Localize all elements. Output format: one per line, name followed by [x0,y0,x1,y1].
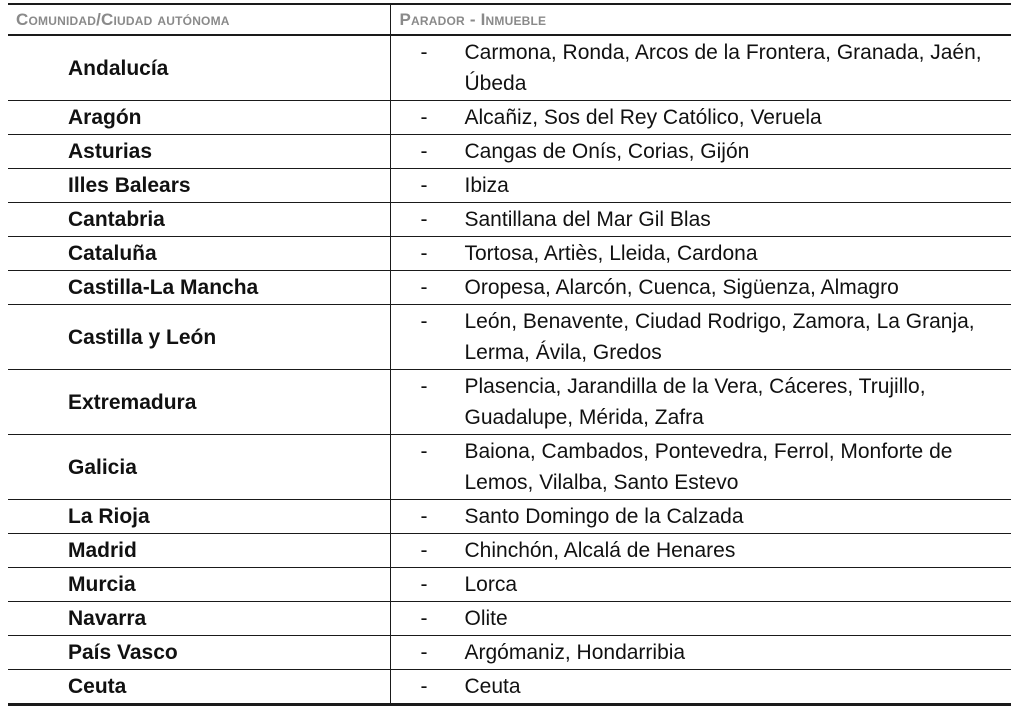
region-cell: Navarra [8,602,390,636]
dash-bullet: - [420,174,428,197]
table-row [8,135,1011,169]
region-cell: Galicia [8,435,390,500]
dash-bullet: - [420,675,428,698]
region-cell: Aragón [8,101,390,135]
region-cell: Cataluña [8,237,390,271]
table-row [8,602,1011,636]
dash-bullet: - [420,208,428,231]
region-cell: La Rioja [8,500,390,534]
table-row [8,435,1011,500]
dash-bullet: - [420,375,428,398]
places-text: Plasencia, Jarandilla de la Vera, Cáceres, Trujillo, Guadalupe, Mérida, Zafra [464,375,926,429]
table-row [8,500,1011,534]
places-text: Tortosa, Artiès, Lleida, Cardona [464,242,758,265]
places-text: Ceuta [464,675,521,698]
dash-bullet: - [420,573,428,596]
region-cell: País Vasco [8,636,390,670]
places-cell [390,305,1011,370]
places-cell [390,101,1011,135]
places-cell [390,135,1011,169]
places-cell [390,636,1011,670]
places-text: Chinchón, Alcalá de Henares [464,539,736,562]
places-text: Cangas de Onís, Corias, Gijón [464,140,750,163]
dash-bullet: - [420,641,428,664]
table-row [8,568,1011,602]
places-text: Santo Domingo de la Calzada [464,505,744,528]
dash-bullet: - [420,310,428,333]
places-cell [390,35,1011,101]
places-text: Santillana del Mar Gil Blas [464,208,711,231]
places-cell [390,237,1011,271]
places-text: Carmona, Ronda, Arcos de la Frontera, Granada, Jaén, Úbeda [464,41,982,95]
table-header [8,4,1011,35]
paradores-table [8,3,1011,706]
places-cell [390,670,1011,705]
dash-bullet: - [420,41,428,64]
region-cell: Castilla-La Mancha [8,271,390,305]
dash-bullet: - [420,106,428,129]
places-cell [390,568,1011,602]
table-row [8,305,1011,370]
table-row [8,237,1011,271]
table-row [8,534,1011,568]
table-row [8,370,1011,435]
places-cell [390,534,1011,568]
places-text: Baiona, Cambados, Pontevedra, Ferrol, Monforte de Lemos, Vilalba, Santo Estevo [464,440,953,494]
places-cell [390,602,1011,636]
dash-bullet: - [420,276,428,299]
dash-bullet: - [420,607,428,630]
places-text: Lorca [464,573,518,596]
region-cell: Ceuta [8,670,390,705]
dash-bullet: - [420,505,428,528]
places-cell [390,435,1011,500]
places-cell [390,203,1011,237]
dash-bullet: - [420,140,428,163]
table-row [8,271,1011,305]
header-parador: Parador - Inmueble [390,4,1011,35]
table-row [8,203,1011,237]
dash-bullet: - [420,242,428,265]
places-text: Olite [464,607,508,630]
region-cell: Extremadura [8,370,390,435]
places-cell [390,370,1011,435]
region-cell: Murcia [8,568,390,602]
table-row [8,169,1011,203]
region-cell: Asturias [8,135,390,169]
table-row [8,35,1011,101]
region-cell: Andalucía [8,35,390,101]
header-row [8,4,1011,35]
places-cell [390,271,1011,305]
dash-bullet: - [420,440,428,463]
table-body [8,35,1011,705]
places-text: Oropesa, Alarcón, Cuenca, Sigüenza, Almagro [464,276,899,299]
region-cell: Madrid [8,534,390,568]
dash-bullet: - [420,539,428,562]
places-text: Argómaniz, Hondarribia [464,641,686,664]
places-cell [390,500,1011,534]
places-text: León, Benavente, Ciudad Rodrigo, Zamora, La Granja, Lerma, Ávila, Gredos [464,310,975,364]
table-row [8,101,1011,135]
region-cell: Illes Balears [8,169,390,203]
region-cell: Cantabria [8,203,390,237]
places-text: Ibiza [464,174,509,197]
region-cell: Castilla y León [8,305,390,370]
places-cell [390,169,1011,203]
table-row [8,636,1011,670]
header-region: Comunidad/Ciudad autónoma [8,4,390,35]
table-row [8,670,1011,705]
places-text: Alcañiz, Sos del Rey Católico, Veruela [464,106,822,129]
